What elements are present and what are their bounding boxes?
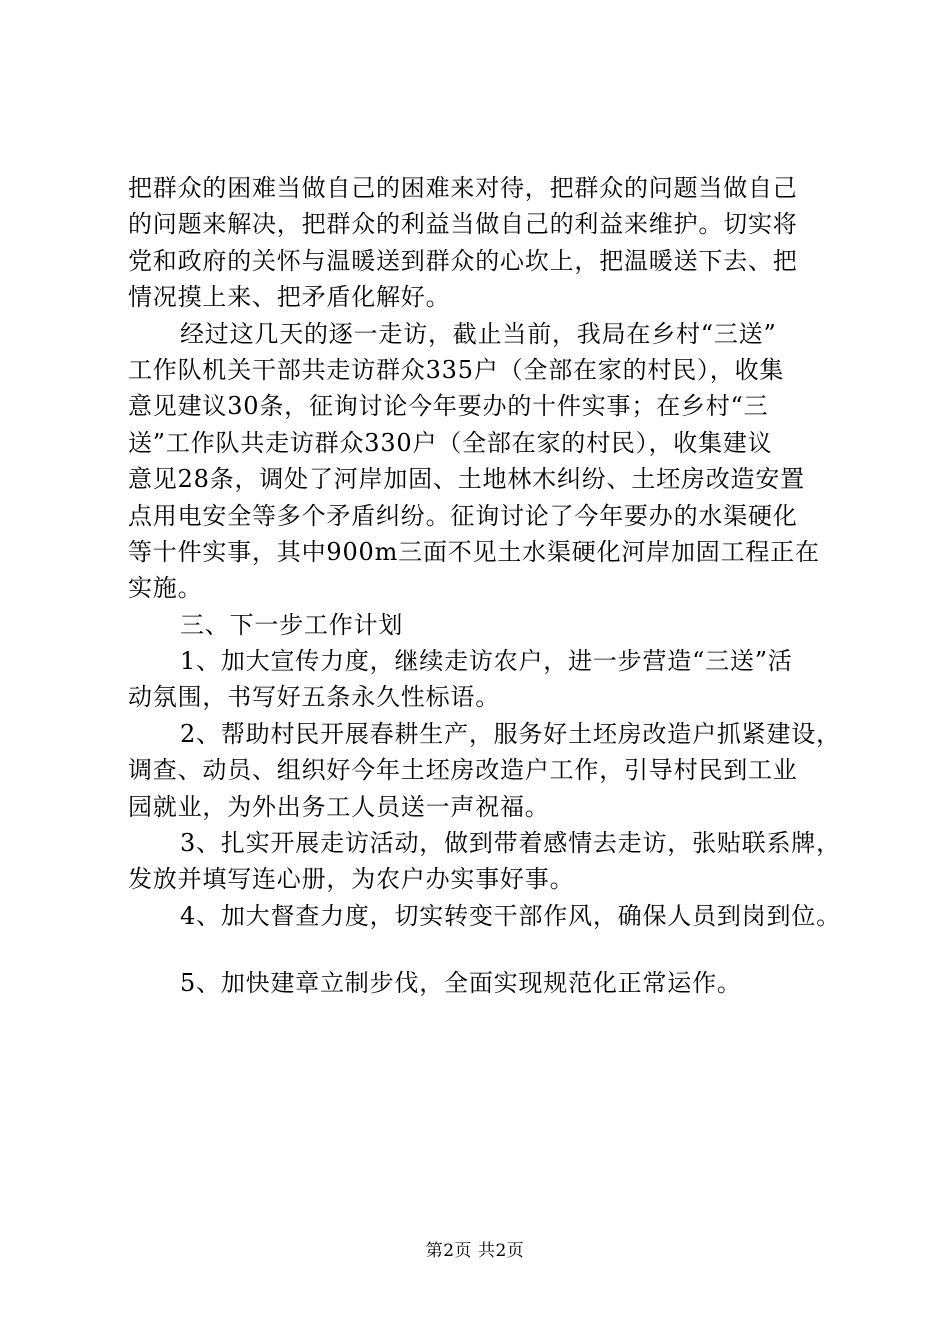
text-line: 1、加大宣传力度，继续走访农户，进一步营造“三送”活 [180,647,793,676]
text-line: 动氛围，书写好五条永久性标语。 [128,683,500,712]
text-line: 把群众的困难当做自己的困难来对待，把群众的问题当做自己 [128,174,798,202]
text-line: 工作队机关干部共走访群众335户（全部在家的村民），收集 [128,355,785,384]
text-line: 经过这几天的逐一走访，截止当前，我局在乡村“三送” [180,319,777,348]
section-heading: 三、下一步工作计划 [180,610,404,639]
text-line: 实施。 [128,574,203,603]
text-line: 点用电安全等多个矛盾纠纷。征询讨论了今年要办的水渠硬化 [128,501,798,530]
paragraph-gap [128,934,844,965]
text-line: 送”工作队共走访群众330户（全部在家的村民），收集建议 [128,428,773,457]
text-line: 3、扎实开展走访活动，做到带着感情去走访，张贴联系牌， [180,829,841,858]
text-line: 园就业，为外出务工人员送一声祝福。 [128,792,550,821]
text-line: 党和政府的关怀与温暖送到群众的心坎上，把温暖送下去、把 [128,246,798,275]
document-body [128,170,844,1002]
text-line: 的问题来解决，把群众的利益当做自己的利益来维护。切实将 [128,210,798,239]
text-line: 发放并填写连心册，为农户办实事好事。 [128,865,575,894]
page-footer: 第2页 共2页 [425,1241,525,1261]
text-line: 5、加快建章立制步伐，全面实现规范化正常运作。 [180,969,742,998]
text-line: 4、加大督查力度，切实转变干部作风，确保人员到岗到位。 [180,901,841,930]
text-line: 意见28条，调处了河岸加固、土地林木纠纷、土坯房改造安置 [128,465,805,494]
text-line: 调查、动员、组织好今年土坯房改造户工作，引导村民到工业 [128,756,798,785]
text-line: 意见建议30条，征询讨论今年要办的十件实事；在乡村“三 [128,392,769,421]
text-line: 等十件实事，其中900m三面不见土水渠硬化河岸加固工程正在 [128,537,820,566]
text-line: 情况摸上来、把矛盾化解好。 [128,283,451,312]
text-line: 2、帮助村民开展春耕生产，服务好土坯房改造户抓紧建设， [180,719,841,748]
